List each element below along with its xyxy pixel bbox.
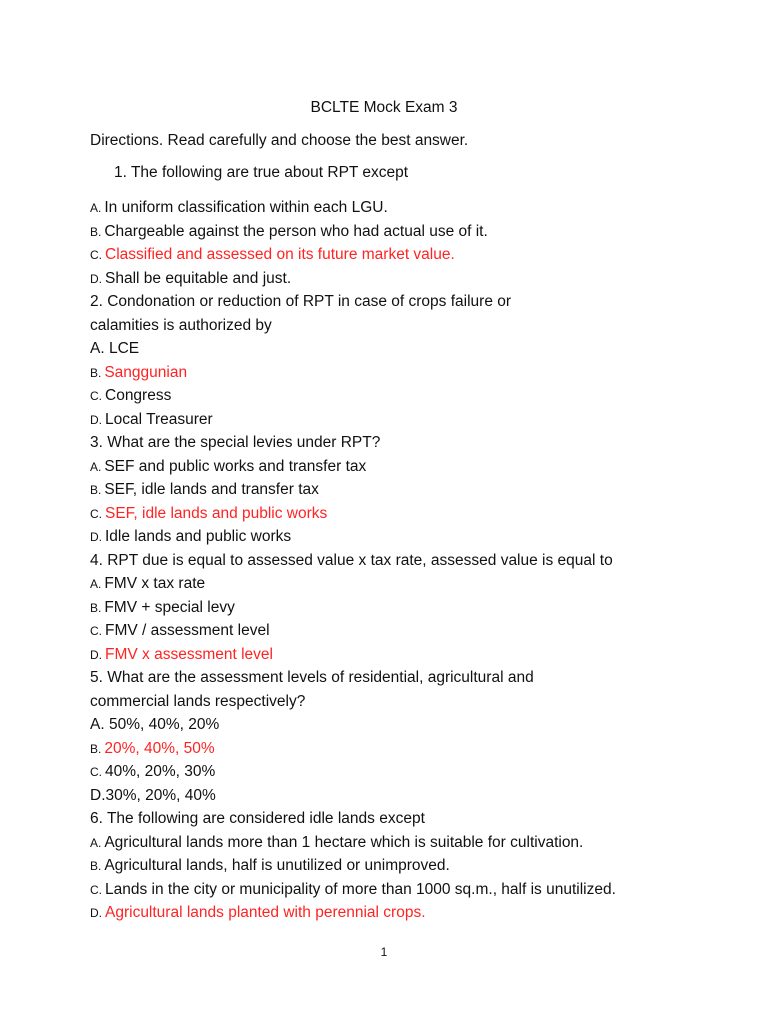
option-text: Congress (105, 387, 172, 404)
q1-option-d (90, 267, 730, 291)
question-3-stem: 3. What are the special levies under RPT? (90, 434, 381, 451)
option-text: 30%, 20%, 40% (105, 786, 216, 804)
option-letter: B. (90, 741, 102, 756)
q5-option-b-correct (90, 737, 730, 761)
correct-answer-text: Agricultural lands planted with perennial crops. (105, 904, 426, 921)
q2-option-c (90, 384, 730, 408)
correct-answer-text: FMV x assessment level (105, 645, 273, 663)
q6-option-a (90, 831, 730, 855)
correct-answer-text: SEF, idle lands and public works (105, 504, 328, 522)
q4-option-d-correct (90, 643, 730, 667)
correct-answer-text: Sanggunian (104, 363, 188, 381)
question-5-stem-line-1: 5. What are the assessment levels of residential, agricultural and (90, 669, 534, 686)
question-6-stem: 6. The following are considered idle lands except (90, 810, 425, 827)
option-letter: C. (90, 882, 102, 897)
option-letter: A. (90, 201, 102, 215)
question-1-stem: 1. The following are true about RPT except (114, 164, 409, 181)
q5-option-c (90, 760, 730, 784)
page-number: 1 (380, 945, 388, 959)
option-text: Idle lands and public works (105, 528, 292, 545)
option-text: SEF and public works and transfer tax (104, 457, 367, 475)
q4-option-a (90, 572, 730, 596)
option-letter: C. (90, 506, 102, 521)
q6-option-c (90, 878, 730, 902)
q1-option-b (90, 220, 730, 244)
option-text: FMV x tax rate (104, 575, 206, 592)
q3-option-a (90, 455, 730, 479)
option-text: 40%, 20%, 30% (105, 763, 216, 780)
option-letter: B. (90, 600, 102, 615)
option-letter: C. (90, 624, 102, 638)
q3-option-c-correct (90, 502, 730, 526)
option-letter: A. (90, 577, 102, 591)
option-text: Local Treasurer (105, 410, 213, 428)
q4-option-b (90, 596, 730, 620)
option-letter: A. (90, 835, 102, 850)
option-letter: C. (90, 765, 102, 779)
option-text: In uniform classification within each LGU. (104, 199, 388, 216)
q3-option-d (90, 525, 730, 549)
option-letter: B. (90, 365, 102, 380)
option-letter: A. (90, 459, 102, 474)
q1-option-c-correct (90, 243, 730, 267)
option-text: Lands in the city or municipality of more than 1000 sq.m., half is unutilized. (105, 880, 616, 898)
q5-option-a: A. 50%, 40%, 20% (90, 716, 220, 733)
q3-option-b (90, 478, 730, 502)
exam-title: BCLTE Mock Exam 3 (310, 99, 458, 116)
question-4-stem: 4. RPT due is equal to assessed value x tax rate, assessed value is equal to (90, 551, 613, 569)
option-letter: D. (90, 271, 102, 286)
option-text: Agricultural lands, half is unutilized or unimproved. (104, 857, 450, 874)
option-letter: D. (90, 412, 102, 427)
q2-option-b-correct (90, 361, 730, 385)
option-letter: B. (90, 859, 102, 873)
q2-option-a: A. LCE (90, 340, 140, 357)
q6-option-b (90, 854, 730, 878)
q2-option-d (90, 408, 730, 432)
option-text: Chargeable against the person who had actual use of it. (104, 222, 488, 240)
option-text: FMV / assessment level (105, 622, 270, 639)
option-letter: C. (90, 389, 102, 403)
questions-body (90, 196, 730, 925)
correct-answer-text: Classified and assessed on its future market value. (105, 246, 455, 263)
question-5-stem-line-2: commercial lands respectively? (90, 692, 306, 710)
option-letter: D. (90, 906, 102, 920)
correct-answer-text: 20%, 40%, 50% (104, 739, 215, 757)
option-letter: B. (90, 224, 102, 239)
question-2-stem-line-2: calamities is authorized by (90, 316, 272, 334)
option-text: Shall be equitable and just. (105, 269, 292, 287)
q6-option-d-correct (90, 901, 730, 925)
option-letter: C. (90, 248, 102, 262)
directions-text: Directions. Read carefully and choose the best answer. (90, 132, 469, 149)
q5-option-d (90, 784, 730, 808)
option-letter: B. (90, 483, 102, 497)
option-text: FMV + special levy (104, 598, 235, 616)
option-text: Agricultural lands more than 1 hectare which is suitable for cultivation. (104, 833, 584, 851)
option-text: SEF, idle lands and transfer tax (104, 481, 319, 498)
option-letter: D. (90, 530, 102, 544)
q1-option-a (90, 196, 730, 220)
option-letter: D. (90, 786, 106, 804)
option-letter: D. (90, 647, 102, 662)
q4-option-c (90, 619, 730, 643)
question-2-stem-line-1: 2. Condonation or reduction of RPT in case of crops failure or (90, 293, 512, 310)
